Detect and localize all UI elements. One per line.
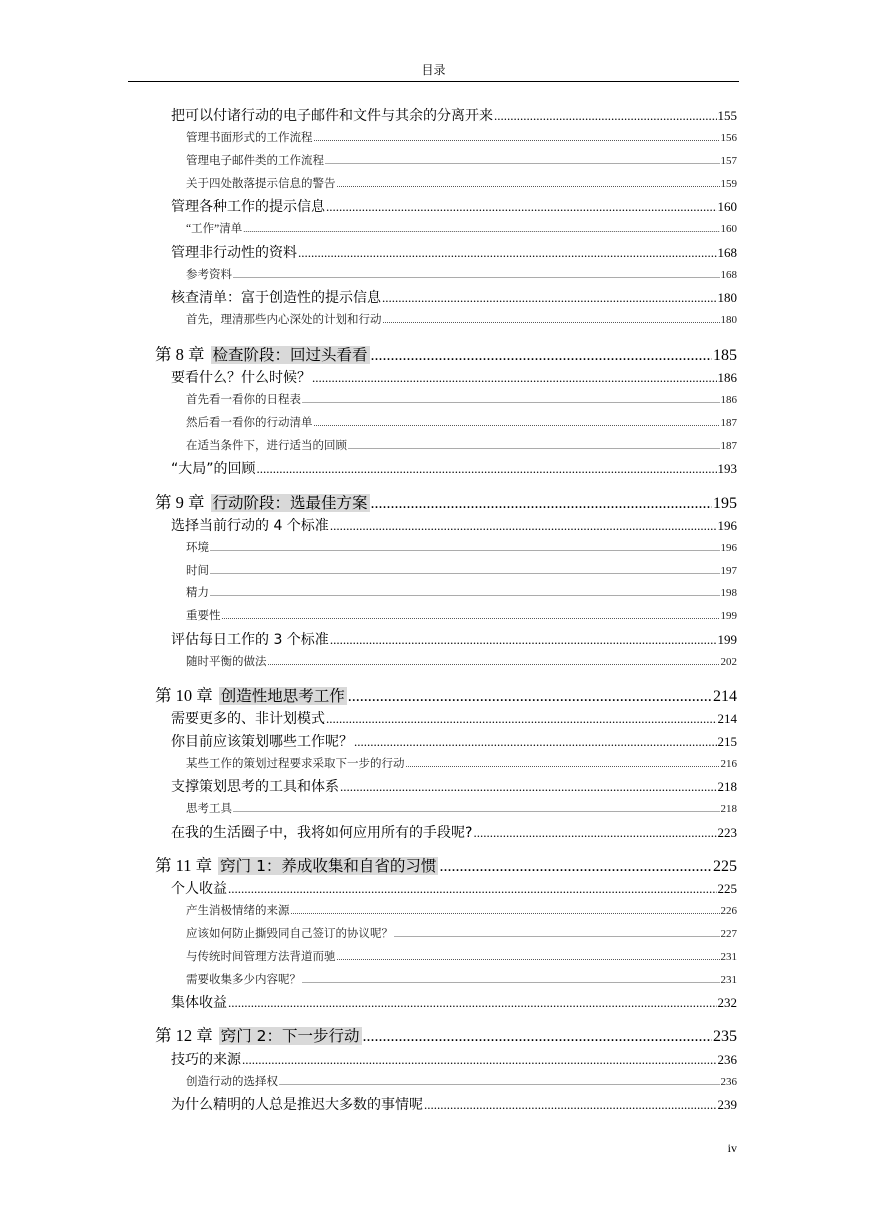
chapter-title: 行动阶段：选最佳方案 xyxy=(212,494,368,512)
toc-entry-subsection[interactable] xyxy=(186,154,737,169)
toc-entry-title: 精力 xyxy=(186,587,209,599)
toc-entry-section[interactable] xyxy=(171,289,737,307)
dot-leader xyxy=(337,177,720,192)
toc-entry-page: 155 xyxy=(717,108,737,123)
toc-entry-page: 216 xyxy=(720,758,737,770)
toc-entry-title: 技巧的来源 xyxy=(171,1052,241,1068)
toc-entry-title: 应该如何防止撕毁同自己签订的协议呢？ xyxy=(186,928,393,940)
dot-leader xyxy=(326,710,717,728)
toc-entry-title: 为什么精明的人总是推迟大多数的事情呢 xyxy=(171,1097,423,1113)
dot-leader xyxy=(330,631,717,649)
dot-leader xyxy=(325,154,720,169)
dot-leader xyxy=(394,927,720,942)
toc-entry-title: 在适当条件下，进行适当的回顾 xyxy=(186,440,347,452)
toc-entry-page: 186 xyxy=(720,394,737,406)
dot-leader xyxy=(424,1096,717,1114)
toc-entry-page: 215 xyxy=(717,734,737,749)
dot-leader xyxy=(406,757,720,772)
toc-entry-page: 168 xyxy=(720,269,737,281)
running-header: 目录 xyxy=(421,63,446,77)
toc-entry-title: 把可以付诸行动的电子邮件和文件与其余的分离开来 xyxy=(171,108,493,124)
toc-entry-chapter-11[interactable] xyxy=(155,855,737,878)
toc-entry-title: 首先，理清那些内心深处的计划和行动 xyxy=(186,314,382,326)
toc-entry-page: 180 xyxy=(717,290,737,305)
toc-entry-page: 236 xyxy=(717,1052,737,1067)
dot-leader xyxy=(312,369,717,387)
toc-entry-title: 某些工作的策划过程要求采取下一步的行动 xyxy=(186,758,405,770)
toc-entry-page: 199 xyxy=(717,632,737,647)
toc-entry-subsection[interactable] xyxy=(186,950,737,965)
toc-entry-section[interactable] xyxy=(171,1096,737,1114)
toc-entry-page: 193 xyxy=(717,461,737,476)
toc-entry-page: 185 xyxy=(713,347,737,364)
dot-leader xyxy=(243,222,719,237)
toc-entry-page: 186 xyxy=(717,370,737,385)
dot-leader xyxy=(326,198,717,216)
dot-leader xyxy=(382,289,717,307)
toc-entry-page: 226 xyxy=(720,905,737,917)
toc-entry-title: 产生消极情绪的来源 xyxy=(186,905,290,917)
toc-entry-chapter-9[interactable] xyxy=(155,492,737,515)
toc-entry-subsection[interactable] xyxy=(186,757,737,772)
toc-entry-page: 202 xyxy=(720,656,737,668)
dot-leader xyxy=(291,904,720,919)
dot-leader xyxy=(371,493,712,515)
dot-leader xyxy=(383,313,720,328)
dot-leader xyxy=(337,950,720,965)
toc-entry-title: 在我的生活圈子中，我将如何应用所有的手段呢? xyxy=(171,825,473,841)
toc-entry-title: 管理非行动性的资料 xyxy=(171,245,297,261)
toc-entry-page: 239 xyxy=(717,1097,737,1112)
toc-entry-page: 227 xyxy=(720,928,737,940)
toc-entry-section[interactable] xyxy=(171,1051,737,1069)
chapter-title: 创造性地思考工作 xyxy=(220,687,345,705)
toc-entry-page: 160 xyxy=(717,199,737,214)
toc-entry-title: 时间 xyxy=(186,565,209,577)
toc-entry-section[interactable] xyxy=(171,244,737,262)
toc-entry-subsection[interactable] xyxy=(186,393,737,408)
dot-leader xyxy=(363,1026,712,1048)
dot-leader xyxy=(340,778,717,796)
toc-entry-page: 168 xyxy=(717,245,737,260)
chapter-title: 窍门 1：养成收集和自省的习惯 xyxy=(220,857,437,875)
toc-entry-chapter-8[interactable] xyxy=(155,344,737,367)
toc-entry-title: 你目前应该策划哪些工作呢？ xyxy=(171,734,353,750)
toc-entry-title: 集体收益 xyxy=(171,995,227,1011)
toc-entry-title: 管理电子邮件类的工作流程 xyxy=(186,155,324,167)
toc-entry-subsection[interactable] xyxy=(186,222,737,237)
toc-entry-title: “工作”清单 xyxy=(186,223,243,235)
toc-entry-page: 214 xyxy=(717,711,737,726)
dot-leader xyxy=(257,460,717,478)
dot-leader xyxy=(494,107,717,125)
toc-entry-page: 159 xyxy=(720,178,737,190)
dot-leader xyxy=(354,733,717,751)
toc-entry-subsection[interactable] xyxy=(186,564,737,579)
toc-entry-title: 重要性 xyxy=(186,610,221,622)
toc-entry-page: 199 xyxy=(720,610,737,622)
toc-entry-page: 187 xyxy=(720,440,737,452)
toc-entry-page: 160 xyxy=(720,223,737,235)
dot-leader xyxy=(473,824,716,842)
toc-entry-section[interactable] xyxy=(171,517,737,535)
toc-entry-section[interactable] xyxy=(171,710,737,728)
toc-entry-title: 支撑策划思考的工具和体系 xyxy=(171,779,339,795)
toc-entry-title: 首先看一看你的日程表 xyxy=(186,394,301,406)
toc-entry-subsection[interactable] xyxy=(186,268,737,283)
toc-entry-section[interactable] xyxy=(171,631,737,649)
toc-entry-subsection[interactable] xyxy=(186,1075,737,1090)
dot-leader xyxy=(302,393,720,408)
dot-leader xyxy=(222,609,720,624)
toc-entry-title: 环境 xyxy=(186,542,209,554)
toc-entry-page: 214 xyxy=(713,688,737,705)
toc-entry-subsection[interactable] xyxy=(186,586,737,601)
toc-entry-section[interactable] xyxy=(171,880,737,898)
page-number: iv xyxy=(727,1141,737,1155)
toc-entry-title: “大局”的回顾 xyxy=(171,461,256,477)
toc-entry-subsection[interactable] xyxy=(186,541,737,556)
toc-entry-title: 参考资料 xyxy=(186,269,232,281)
toc-entry-title: 评估每日工作的 3 个标准 xyxy=(171,632,329,648)
toc-entry-chapter-12[interactable] xyxy=(155,1025,737,1048)
dot-leader xyxy=(330,517,717,535)
toc-entry-page: 236 xyxy=(720,1076,737,1088)
toc-entry-subsection[interactable] xyxy=(186,973,737,988)
toc-entry-page: 225 xyxy=(713,858,737,875)
toc-entry-title: 然后看一看你的行动清单 xyxy=(186,417,313,429)
toc-entry-page: 187 xyxy=(720,417,737,429)
chapter-title: 检查阶段：回过头看看 xyxy=(212,346,368,364)
toc-entry-page: 235 xyxy=(713,1028,737,1045)
toc-entry-section[interactable] xyxy=(171,733,737,751)
dot-leader xyxy=(279,1075,720,1090)
toc-entry-title: 与传统时间管理方法背道而驰 xyxy=(186,951,336,963)
toc-entry-title: 选择当前行动的 4 个标准 xyxy=(171,518,329,534)
toc-entry-subsection[interactable] xyxy=(186,439,737,454)
toc-entry-page: 180 xyxy=(720,314,737,326)
dot-leader xyxy=(371,345,712,367)
toc-entry-page: 232 xyxy=(717,995,737,1010)
toc-entry-section[interactable] xyxy=(171,107,737,125)
toc-entry-section[interactable] xyxy=(171,369,737,387)
toc-entry-page: 218 xyxy=(720,803,737,815)
dot-leader xyxy=(210,586,720,601)
chapter-number: 第 10 章 xyxy=(155,686,213,705)
toc-entry-subsection[interactable] xyxy=(186,927,737,942)
dot-leader xyxy=(314,416,720,431)
dot-leader xyxy=(348,439,720,454)
toc-entry-title: 创造行动的选择权 xyxy=(186,1076,278,1088)
toc-entry-title: 关于四处散落提示信息的警告 xyxy=(186,178,336,190)
dot-leader xyxy=(298,244,717,262)
dot-leader xyxy=(233,268,720,283)
toc-entry-page: 196 xyxy=(720,542,737,554)
chapter-number: 第 11 章 xyxy=(155,856,213,875)
chapter-number: 第 9 章 xyxy=(155,493,205,512)
toc-entry-subsection[interactable] xyxy=(186,131,737,146)
toc-entry-subsection[interactable] xyxy=(186,313,737,328)
toc-entry-page: 223 xyxy=(717,825,737,840)
toc-entry-title: 需要收集多少内容呢？ xyxy=(186,974,301,986)
toc-entry-page: 218 xyxy=(717,779,737,794)
toc-entry-title: 随时平衡的做法 xyxy=(186,656,267,668)
toc-entry-title: 管理书面形式的工作流程 xyxy=(186,132,313,144)
toc-entry-page: 231 xyxy=(720,951,737,963)
dot-leader xyxy=(210,541,720,556)
dot-leader xyxy=(228,880,717,898)
toc-entry-title: 思考工具 xyxy=(186,803,232,815)
chapter-title: 窍门 2：下一步行动 xyxy=(220,1027,360,1045)
chapter-number: 第 12 章 xyxy=(155,1026,213,1045)
toc-entry-page: 196 xyxy=(717,518,737,533)
dot-leader xyxy=(268,655,720,670)
toc-entry-subsection[interactable] xyxy=(186,655,737,670)
dot-leader xyxy=(348,686,712,708)
toc-entry-page: 198 xyxy=(720,587,737,599)
toc-entry-title: 个人收益 xyxy=(171,881,227,897)
toc-entry-subsection[interactable] xyxy=(186,904,737,919)
toc-entry-page: 225 xyxy=(717,881,737,896)
toc-entry-chapter-10[interactable] xyxy=(155,685,737,708)
toc-entry-page: 231 xyxy=(720,974,737,986)
dot-leader xyxy=(439,856,712,878)
toc-entry-title: 需要更多的、非计划模式 xyxy=(171,711,325,727)
toc-entry-subsection[interactable] xyxy=(186,177,737,192)
toc-entry-subsection[interactable] xyxy=(186,609,737,624)
toc-entry-subsection[interactable] xyxy=(186,802,737,817)
toc-entry-section[interactable] xyxy=(171,778,737,796)
toc-entry-page: 197 xyxy=(720,565,737,577)
toc-entry-section[interactable] xyxy=(171,198,737,216)
toc-entry-title: 要看什么？什么时候？ xyxy=(171,370,311,386)
toc-entry-title: 管理各种工作的提示信息 xyxy=(171,199,325,215)
dot-leader xyxy=(314,131,720,146)
toc-entry-subsection[interactable] xyxy=(186,416,737,431)
dot-leader xyxy=(242,1051,717,1069)
dot-leader xyxy=(210,564,720,579)
toc-entry-page: 157 xyxy=(720,155,737,167)
toc-entry-section[interactable] xyxy=(171,824,737,842)
dot-leader xyxy=(233,802,720,817)
toc-entry-section[interactable] xyxy=(171,460,737,478)
toc-entry-title: 核查清单：富于创造性的提示信息 xyxy=(171,290,381,306)
toc-entry-page: 156 xyxy=(720,132,737,144)
dot-leader xyxy=(302,973,720,988)
toc-entry-page: 195 xyxy=(713,495,737,512)
toc-entry-section[interactable] xyxy=(171,994,737,1012)
chapter-number: 第 8 章 xyxy=(155,345,205,364)
dot-leader xyxy=(228,994,717,1012)
